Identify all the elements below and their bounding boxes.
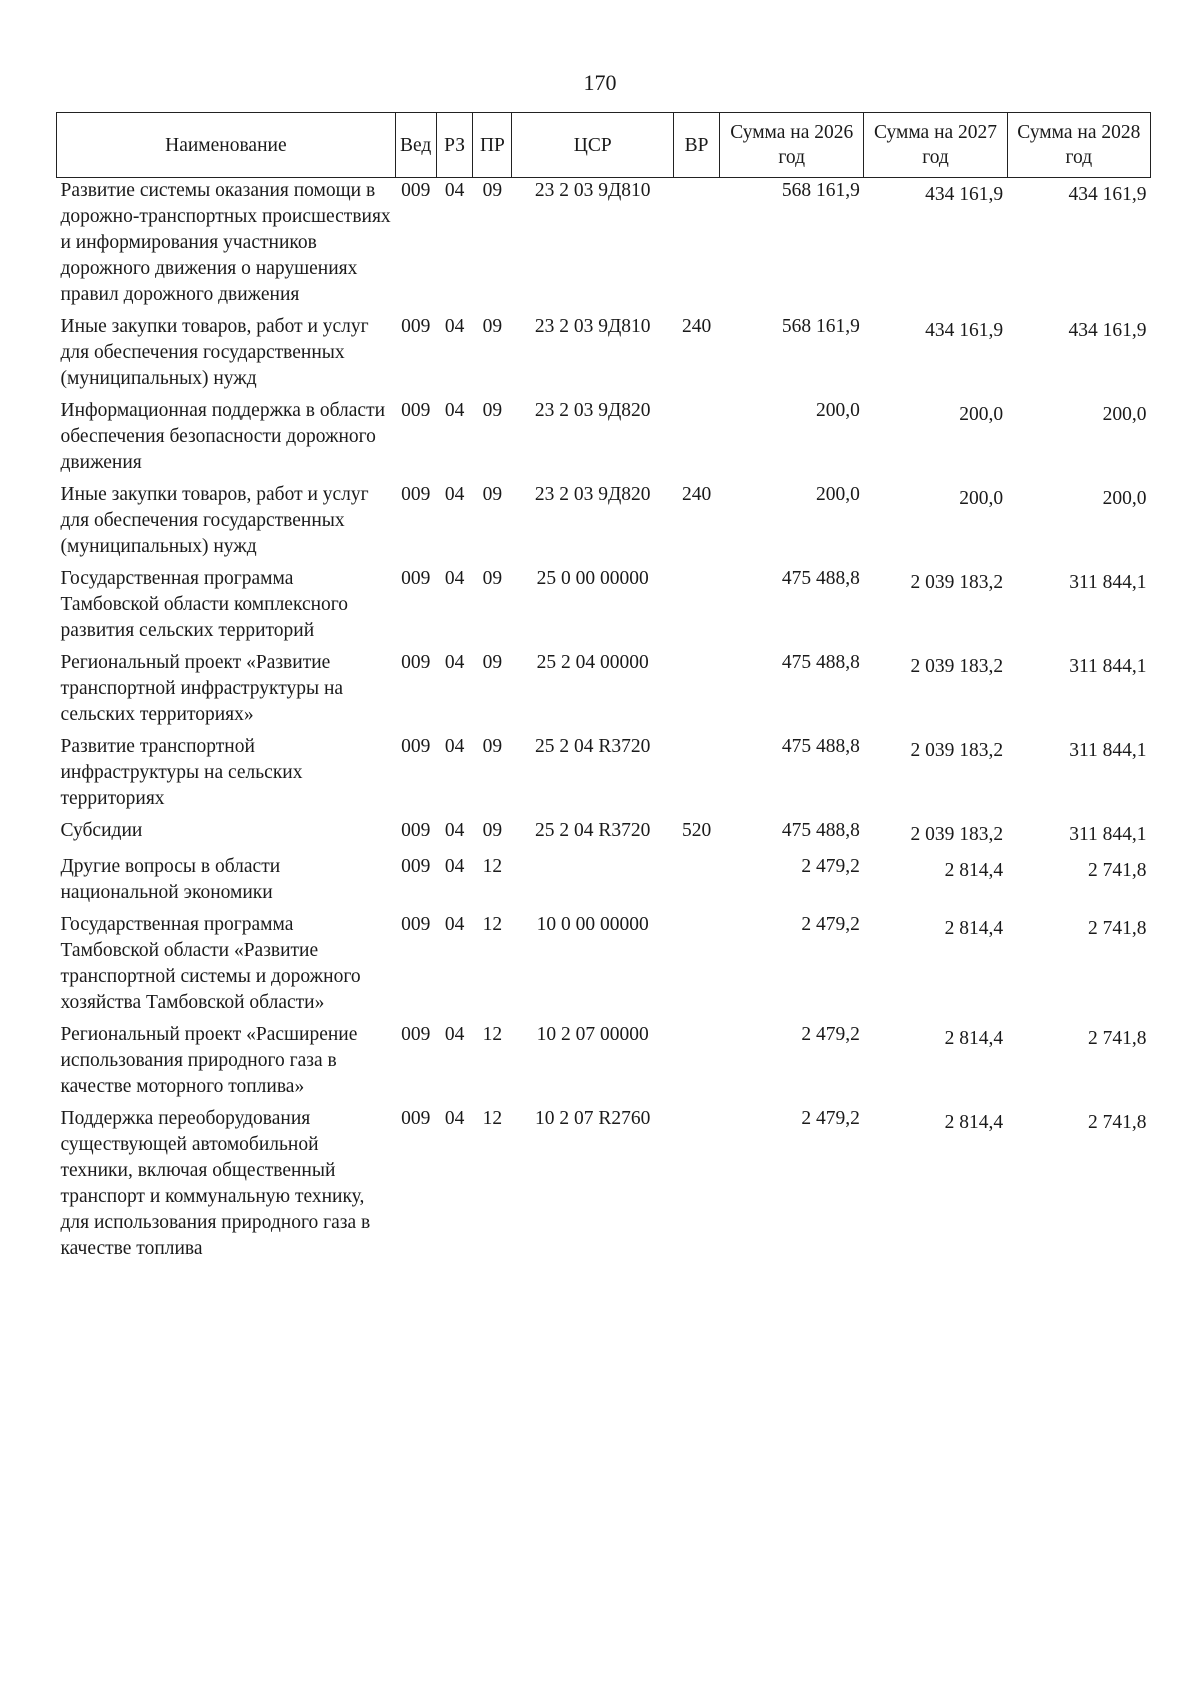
- row-csr: 23 2 03 9Д810: [534, 180, 651, 201]
- row-vr: [674, 566, 720, 650]
- row-csr: [512, 854, 674, 912]
- table-row: [57, 1022, 1151, 1106]
- row-ved: 009: [401, 400, 431, 421]
- header-name: Наименование: [57, 113, 396, 178]
- row-ved: 009: [401, 652, 431, 673]
- row-ved: 009: [401, 484, 431, 505]
- row-sum-2027: 2 814,4: [944, 860, 1004, 881]
- table-row: [57, 314, 1151, 398]
- row-vr: 520: [681, 820, 712, 841]
- header-vr: ВР: [674, 113, 720, 178]
- row-name: Иные закупки товаров, работ и услуг для обеспечения государственных (муниципальных) нужд: [60, 484, 369, 557]
- table-row: [57, 650, 1151, 734]
- table-row: [57, 818, 1151, 854]
- table-header: [57, 113, 1151, 178]
- header-sum-2026: Сумма на 2026 год: [720, 113, 864, 178]
- row-sum-2027: 2 039 183,2: [910, 824, 1004, 845]
- row-rz: 04: [444, 856, 465, 877]
- row-csr: 10 2 07 R2760: [535, 1108, 651, 1129]
- row-name: Развитие системы оказания помощи в дорожно-транспортных происшествиях и информирования участников дорожного движения о нарушениях правил дорожного движения: [60, 180, 391, 305]
- row-vr: 240: [681, 484, 712, 505]
- row-sum-2027: 2 039 183,2: [910, 656, 1004, 677]
- row-rz: 04: [444, 568, 465, 589]
- row-sum-2028: 200,0: [1102, 488, 1147, 509]
- row-sum-2027: 2 814,4: [944, 918, 1004, 939]
- header-sum-2027: Сумма на 2027 год: [864, 113, 1007, 178]
- header-csr: ЦСР: [512, 113, 674, 178]
- row-ved: 009: [401, 856, 431, 877]
- page-number: 170: [583, 70, 617, 95]
- table-row: [57, 854, 1151, 912]
- row-rz: 04: [444, 652, 465, 673]
- row-sum-2027: 2 039 183,2: [910, 740, 1004, 761]
- budget-table: [56, 112, 1151, 1268]
- row-sum-2028: 200,0: [1102, 404, 1147, 425]
- row-rz: 04: [444, 316, 465, 337]
- row-ved: 009: [401, 1024, 431, 1045]
- row-pr: 09: [482, 180, 503, 201]
- row-name: Иные закупки товаров, работ и услуг для обеспечения государственных (муниципальных) нужд: [60, 316, 369, 389]
- row-name: Субсидии: [60, 820, 143, 841]
- row-vr: [674, 912, 720, 1022]
- row-pr: 09: [482, 652, 503, 673]
- row-vr: 240: [681, 316, 712, 337]
- row-csr: 25 0 00 00000: [536, 568, 649, 589]
- table-row: [57, 912, 1151, 1022]
- row-sum-2026: 475 488,8: [781, 736, 860, 757]
- row-pr: 09: [482, 820, 503, 841]
- row-rz: 04: [444, 1024, 465, 1045]
- row-csr: 23 2 03 9Д810: [534, 316, 651, 337]
- row-vr: [674, 1106, 720, 1268]
- row-vr: [674, 734, 720, 818]
- row-sum-2028: 2 741,8: [1088, 860, 1147, 881]
- header-ved: Вед: [395, 113, 436, 178]
- row-vr: [674, 178, 720, 315]
- table-row: [57, 178, 1151, 315]
- row-sum-2028: 311 844,1: [1069, 656, 1147, 677]
- row-sum-2026: 568 161,9: [781, 316, 860, 337]
- row-name: Поддержка переоборудования существующей автомобильной техники, включая общественный транспорт и коммунальную технику, для использования природного газа в качестве топлива: [60, 1108, 371, 1259]
- row-sum-2028: 2 741,8: [1088, 1028, 1147, 1049]
- table-row: [57, 1106, 1151, 1268]
- row-sum-2026: 200,0: [816, 484, 860, 505]
- row-pr: 12: [482, 1024, 503, 1045]
- row-rz: 04: [444, 1108, 465, 1129]
- row-ved: 009: [401, 180, 431, 201]
- row-sum-2028: 2 741,8: [1088, 1112, 1147, 1133]
- row-name: Государственная программа Тамбовской области комплексного развития сельских территорий: [60, 568, 349, 641]
- row-sum-2028: 2 741,8: [1088, 918, 1147, 939]
- row-pr: 12: [482, 914, 503, 935]
- header-rz: РЗ: [436, 113, 473, 178]
- row-rz: 04: [444, 180, 465, 201]
- table-row: [57, 566, 1151, 650]
- row-pr: 12: [482, 1108, 503, 1129]
- row-sum-2026: 475 488,8: [781, 568, 860, 589]
- row-pr: 09: [482, 568, 503, 589]
- row-sum-2027: 434 161,9: [925, 320, 1004, 341]
- table-row: [57, 398, 1151, 482]
- row-ved: 009: [401, 316, 431, 337]
- row-sum-2028: 434 161,9: [1068, 184, 1147, 205]
- row-ved: 009: [401, 568, 431, 589]
- row-ved: 009: [401, 914, 431, 935]
- row-pr: 09: [482, 736, 503, 757]
- row-rz: 04: [444, 914, 465, 935]
- table-row: [57, 482, 1151, 566]
- row-csr: 23 2 03 9Д820: [534, 484, 651, 505]
- row-rz: 04: [444, 820, 465, 841]
- row-pr: 09: [482, 400, 503, 421]
- row-pr: 09: [482, 316, 503, 337]
- row-name: Развитие транспортной инфраструктуры на сельских территориях: [60, 736, 303, 809]
- row-csr: 25 2 04 00000: [536, 652, 649, 673]
- row-sum-2026: 568 161,9: [781, 180, 860, 201]
- row-name: Информационная поддержка в области обеспечения безопасности дорожного движения: [60, 400, 386, 473]
- row-sum-2027: 2 814,4: [944, 1028, 1004, 1049]
- row-name: Государственная программа Тамбовской области «Развитие транспортной системы и дорожного хозяйства Тамбовской области»: [60, 914, 361, 1013]
- row-sum-2027: 434 161,9: [925, 184, 1004, 205]
- row-name: Региональный проект «Развитие транспортной инфраструктуры на сельских территориях»: [60, 652, 344, 725]
- row-name: Региональный проект «Расширение использования природного газа в качестве моторного топлива»: [60, 1024, 358, 1097]
- row-sum-2026: 2 479,2: [801, 1108, 860, 1129]
- header-pr: ПР: [473, 113, 512, 178]
- row-sum-2027: 2 814,4: [944, 1112, 1004, 1133]
- row-vr: [674, 1022, 720, 1106]
- row-vr: [674, 650, 720, 734]
- row-csr: 25 2 04 R3720: [535, 820, 651, 841]
- row-csr: 23 2 03 9Д820: [534, 400, 651, 421]
- row-sum-2026: 2 479,2: [801, 856, 860, 877]
- row-name: Другие вопросы в области национальной экономики: [60, 856, 281, 903]
- row-pr: 12: [482, 856, 503, 877]
- row-sum-2028: 311 844,1: [1069, 572, 1147, 593]
- table-body: [57, 178, 1151, 1269]
- row-rz: 04: [444, 400, 465, 421]
- row-sum-2028: 311 844,1: [1069, 824, 1147, 845]
- row-csr: 10 0 00 00000: [536, 914, 649, 935]
- row-rz: 04: [444, 736, 465, 757]
- row-sum-2026: 475 488,8: [781, 820, 860, 841]
- row-csr: 10 2 07 00000: [536, 1024, 649, 1045]
- row-vr: [674, 398, 720, 482]
- row-sum-2028: 311 844,1: [1069, 740, 1147, 761]
- row-rz: 04: [444, 484, 465, 505]
- table-row: [57, 734, 1151, 818]
- header-sum-2028: Сумма на 2028 год: [1007, 113, 1150, 178]
- row-vr: [674, 854, 720, 912]
- row-sum-2026: 2 479,2: [801, 914, 860, 935]
- row-sum-2027: 2 039 183,2: [910, 572, 1004, 593]
- row-ved: 009: [401, 820, 431, 841]
- row-sum-2026: 200,0: [816, 400, 860, 421]
- row-pr: 09: [482, 484, 503, 505]
- row-sum-2028: 434 161,9: [1068, 320, 1147, 341]
- row-ved: 009: [401, 1108, 431, 1129]
- row-sum-2027: 200,0: [959, 404, 1004, 425]
- row-sum-2026: 475 488,8: [781, 652, 860, 673]
- row-ved: 009: [401, 736, 431, 757]
- row-csr: 25 2 04 R3720: [535, 736, 651, 757]
- row-sum-2026: 2 479,2: [801, 1024, 860, 1045]
- row-sum-2027: 200,0: [959, 488, 1004, 509]
